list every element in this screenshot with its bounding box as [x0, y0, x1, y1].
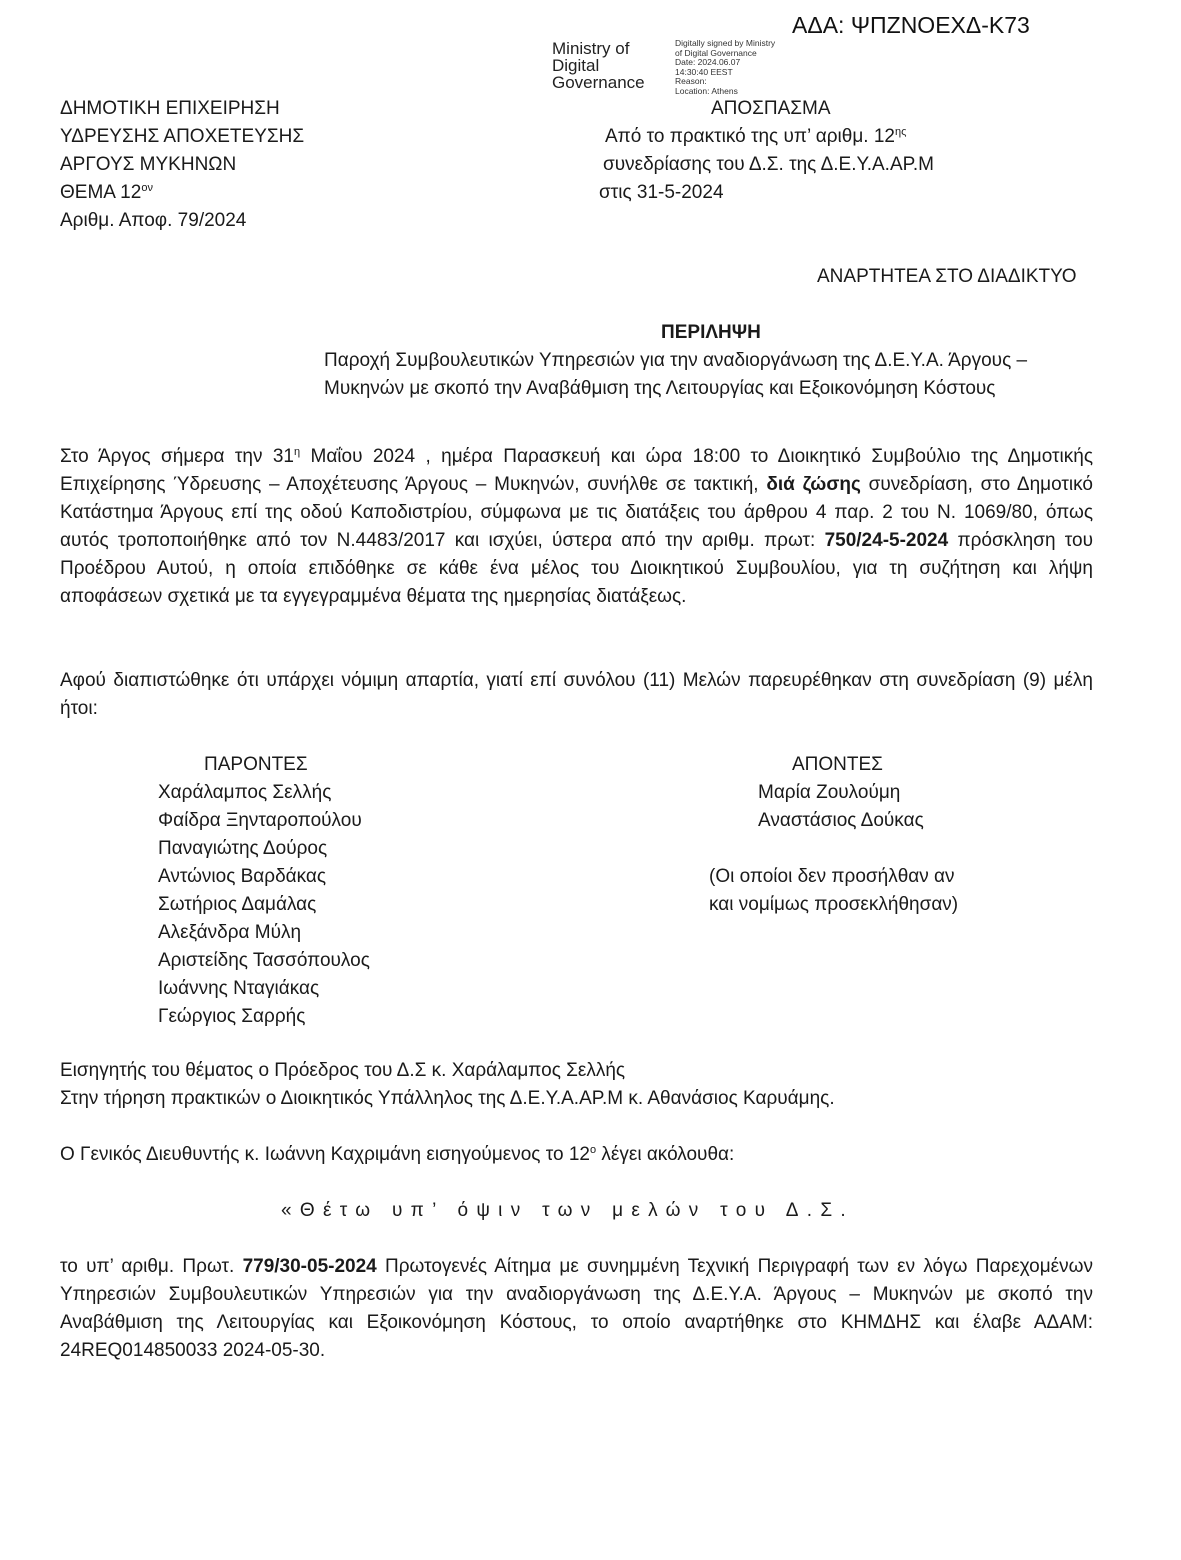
absent-note: και νομίμως προσεκλήθησαν)	[709, 894, 959, 915]
present-member: Σωτήριος Δαμάλας	[158, 894, 317, 915]
org-line: ΥΔΡΕΥΣΗΣ ΑΠΟΧΕΤΕΥΣΗΣ	[60, 126, 305, 147]
signature-line: Date: 2024.06.07	[675, 57, 741, 68]
minutes-keeper-line: Στην τήρηση πρακτικών ο Διοικητικός Υπάλληλος της Δ.Ε.Υ.Α.ΑΡ.Μ κ. Αθανάσιος Καρυάμης.	[60, 1088, 835, 1109]
extract-title: ΑΠΟΣΠΑΣΜΑ	[711, 98, 831, 119]
absent-note: (Οι οποίοι δεν προσήλθαν αν	[709, 866, 955, 887]
quorum-paragraph: Αφού διαπιστώθηκε ότι υπάρχει νόμιμη απαρτία, γιατί επί συνόλου (11) Μελών παρευρέθηκαν στη συνεδρίαση (9) μέλη ήτοι:	[60, 670, 1093, 719]
general-manager-line: Ο Γενικός Διευθυντής κ. Ιωάννη Καχριμάνη εισηγούμενος το $12^o$ λέγει ακόλουθα:	[60, 1144, 735, 1165]
topic-label: ΘΕΜΑ $12^{o\nu}$	[60, 182, 153, 203]
ministry-logo-line: Digital	[552, 56, 600, 75]
signature-details	[675, 39, 775, 97]
org-line: ΔΗΜΟΤΙΚΗ ΕΠΙΧΕΙΡΗΣΗ	[60, 98, 280, 119]
absent-member: Αναστάσιος Δούκας	[758, 810, 924, 831]
summary-line: Μυκηνών με σκοπό την Αναβάθμιση της Λειτουργίας και Εξοικονόμηση Κόστους	[324, 378, 996, 399]
extract-line: συνεδρίασης του Δ.Σ. της Δ.Ε.Υ.Α.ΑΡ.Μ	[603, 154, 934, 175]
intro-paragraph: Στο Άργος σήμερα την $31^\eta$ Μαΐου 2024 , ημέρα Παρασκευή και ώρα 18:00 το Διοικητικό Συμβούλιο της Δημοτικής Επιχείρησης Ύδρευσης – Αποχέτευσης Άργους – Μυκηνών, συνήλθε σε τακτική, διά ζώσης συνεδρίαση, στο Δημοτικό Κατάστημα Άργους επί της οδού Καποδιστρίου, σύμφωνα με τις διατάξεις του άρθρου 4 παρ. 2 του Ν. 1069/80, όπως αυτός τροποποιήθηκε από τον Ν.4483/2017 και ισχύει, ύστερα από την αριθμ. πρωτ: 750/24-5-2024 πρόσκληση του Προέδρου Αυτού, η οποία επιδόθηκε σε κάθε ένα μέλος του Διοικητικού Συμβουλίου, για τη συζήτηση και λήψη αποφάσεων σχετικά με τα εγγεγραμμένα θέματα της ημερησίας διατάξεως.	[60, 446, 1093, 607]
signature-line: Reason:	[675, 76, 707, 87]
decision-number: Αριθμ. Αποφ. 79/2024	[60, 210, 247, 231]
post-notice: ΑΝΑΡΤΗΤΕΑ ΣΤΟ ΔΙΑΔΙΚΤΥΟ	[817, 266, 1077, 287]
signature-line: Digitally signed by Ministry	[675, 38, 776, 48]
present-member: Ιωάννης Νταγιάκας	[158, 978, 320, 999]
present-title: ΠΑΡΟΝΤΕΣ	[204, 754, 308, 775]
quote-line: «Θέτω υπ’ όψιν των μελών του Δ.Σ.	[281, 1200, 854, 1221]
present-member: Φαίδρα Ξηνταροπούλου	[158, 810, 362, 831]
signature-line: Location: Athens	[675, 85, 738, 96]
rapporteur-line: Εισηγητής του θέματος ο Πρόεδρος του Δ.Σ κ. Χαράλαμπος Σελλής	[60, 1060, 626, 1081]
ministry-logo-line: Ministry of	[552, 39, 630, 58]
present-member: Αλεξάνδρα Μύλη	[158, 922, 302, 943]
ada-code: ΑΔΑ: ΨΠΖΝΟΕΧΔ-Κ73	[792, 12, 1030, 38]
signature-line: of Digital Governance	[675, 47, 757, 58]
org-line: ΑΡΓΟΥΣ ΜΥΚΗΝΩΝ	[60, 154, 237, 175]
request-paragraph: το υπ’ αριθμ. Πρωτ. 779/30-05-2024 Πρωτογενές Αίτημα με συνημμένη Τεχνική Περιγραφή των εν λόγω Παρεχομένων Υπηρεσιών Συμβουλευτικών Υπηρεσιών για την αναδιοργάνωση της Δ.Ε.Υ.Α. Άργους – Μυκηνών με σκοπό την Αναβάθμιση της Λειτουργίας και Εξοικονόμηση Κόστους, το οποίο αναρτήθηκε στο ΚΗΜΔΗΣ και έλαβε ΑΔΑΜ: 24REQ014850033 2024-05-30.	[60, 1256, 1093, 1361]
present-member: Αριστείδης Τασσόπουλος	[158, 950, 370, 971]
signature-line: 14:30:40 EEST	[675, 66, 733, 77]
extract-line: στις 31-5-2024	[599, 182, 724, 203]
summary-line: Παροχή Συμβουλευτικών Υπηρεσιών για την αναδιοργάνωση της Δ.Ε.Υ.Α. Άργους –	[324, 350, 1028, 371]
present-member: Χαράλαμπος Σελλής	[158, 782, 332, 803]
present-member: Παναγιώτης Δούρος	[158, 838, 328, 859]
ministry-logo-line: Governance	[552, 73, 645, 92]
absent-title: ΑΠΟΝΤΕΣ	[792, 754, 883, 775]
summary-title: ΠΕΡΙΛΗΨΗ	[661, 322, 761, 343]
present-member: Αντώνιος Βαρδάκας	[158, 866, 327, 887]
ministry-logo-text	[552, 40, 645, 91]
present-member: Γεώργιος Σαρρής	[158, 1006, 306, 1027]
extract-line: Από το πρακτικό της υπ’ αριθμ. $12^{\eta\varsigma}$	[605, 126, 907, 147]
absent-member: Μαρία Ζουλούμη	[758, 782, 901, 803]
